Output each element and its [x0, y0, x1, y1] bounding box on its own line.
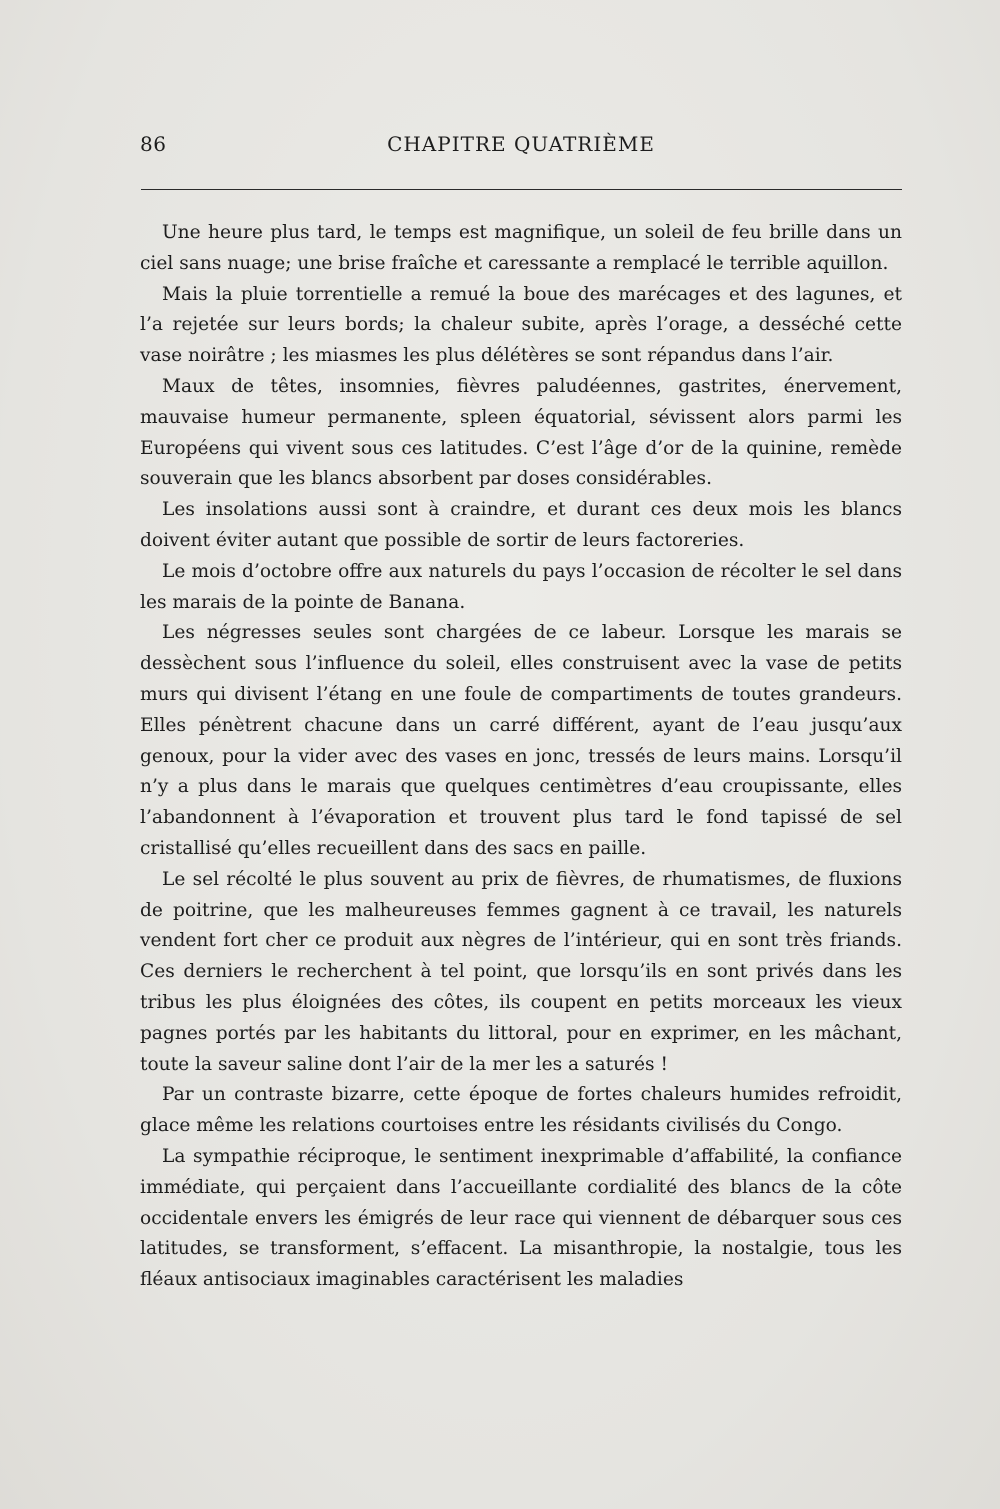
paragraph: Le sel récolté le plus souvent au prix de fièvres, de rhumatismes, de fluxions de poitrine, que les malheureuses femmes gagnent à ce travail, les naturels vendent fort cher ce produit aux nègres de l’intérieur, qui en sont très friands. Ces derniers le recherchent à tel point, que lorsqu’ils en sont privés dans les tribus les plus éloignées des côtes, ils coupent en petits morceaux les vieux pagnes portés par les habitants du littoral, pour en exprimer, en les mâchant, toute la saveur saline dont l’air de la mer les a saturés ! — [140, 868, 902, 1075]
page-number: 86 — [140, 132, 167, 156]
paragraph: Mais la pluie torrentielle a remué la boue des marécages et des lagunes, et l’a rejetée sur leurs bords; la chaleur subite, après l’orage, a desséché cette vase noirâtre ; les miasmes les plus délétères se sont répandus dans l’air. — [140, 283, 902, 367]
paragraph: La sympathie réciproque, le sentiment inexprimable d’affabilité, la confiance immédiate, qui perçaient dans l’accueillante cordialité des blancs de la côte occidentale envers les émigrés de leur race qui viennent de débarquer sous ces latitudes, se transforment, s’effacent. La misanthropie, la nostalgie, tous les fléaux antisociaux imaginables caractérisent les maladies — [140, 1145, 902, 1291]
paragraph: Une heure plus tard, le temps est magnifique, un soleil de feu brille dans un ciel sans nuage; une brise fraîche et caressante a remplacé le terrible aquillon. — [140, 222, 902, 274]
page-header — [140, 128, 902, 162]
running-head: CHAPITRE QUATRIÈME — [387, 132, 655, 156]
header-rule — [141, 189, 902, 190]
paragraph: Les insolations aussi sont à craindre, et durant ces deux mois les blancs doivent éviter autant que possible de sortir de leurs factoreries. — [140, 499, 902, 551]
paragraph: Le mois d’octobre offre aux naturels du pays l’occasion de récolter le sel dans les marais de la pointe de Banana. — [140, 560, 902, 613]
body-text — [140, 218, 902, 1296]
paragraph: Par un contraste bizarre, cette époque de fortes chaleurs humides refroidit, glace même les relations courtoises entre les résidants civilisés du Congo. — [140, 1084, 902, 1137]
paragraph: Maux de têtes, insomnies, fièvres paludéennes, gastrites, énervement, mauvaise humeur permanente, spleen équatorial, sévissent alors parmi les Européens qui vivent sous ces latitudes. C’est l’âge d’or de la quinine, remède souverain que les blancs absorbent par doses considérables. — [140, 375, 902, 490]
paragraph: Les négresses seules sont chargées de ce labeur. Lorsque les marais se dessèchent sous l’influence du soleil, elles construisent avec la vase de petits murs qui divisent l’étang en une foule de compartiments de toutes grandeurs. Elles pénètrent chacune dans un carré différent, ayant de l’eau jusqu’aux genoux, pour la vider avec des vases en jonc, tressés de leurs mains. Lorsqu’il n’y a plus dans le marais que quelques centimètres d’eau croupissante, elles l’abandonnent à l’évaporation et trouvent plus tard le fond tapissé de sel cristallisé qu’elles recueillent dans des sacs en paille. — [140, 622, 902, 859]
